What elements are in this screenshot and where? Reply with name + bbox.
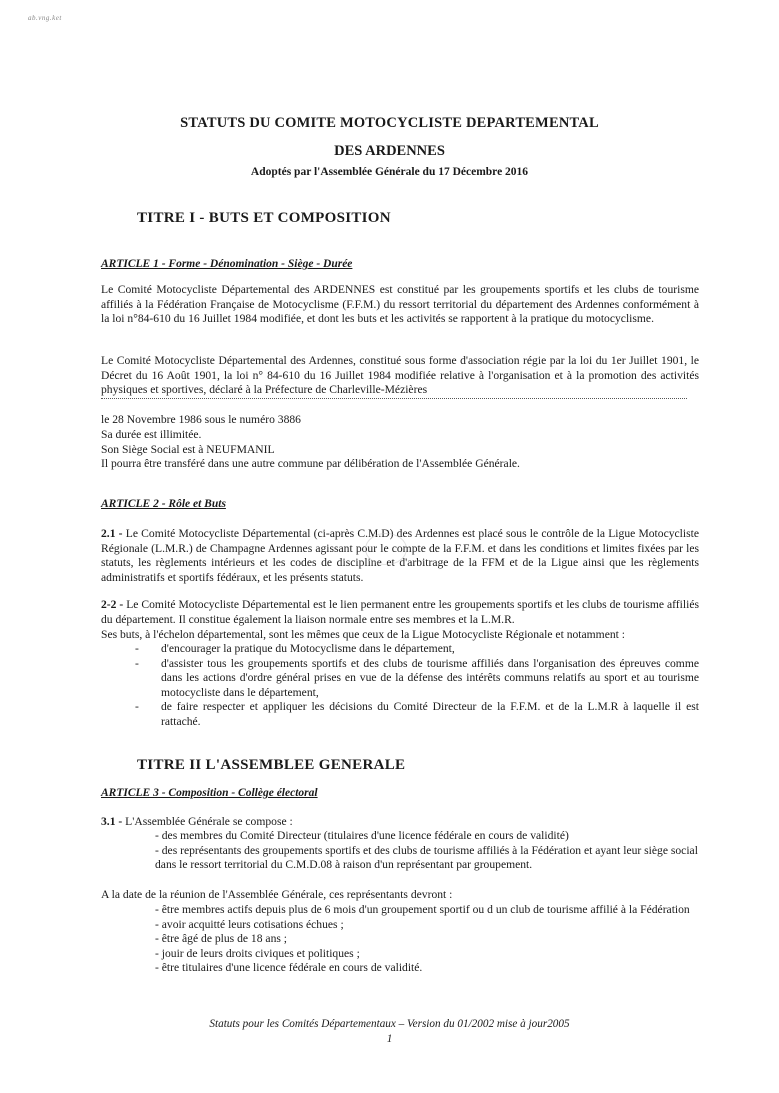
corner-handwritten-mark: ab.vng.ket (28, 14, 62, 22)
article-2-heading: ARTICLE 2 - Rôle et Buts (101, 498, 226, 510)
article-1-heading: ARTICLE 1 - Forme - Dénomination - Siège - Durée (101, 258, 353, 270)
transfer-line: Il pourra être transféré dans une autre commune par délibération de l'Assemblée Générale. (101, 457, 520, 470)
clause-number: 3.1 - (101, 815, 123, 828)
clause-number: 2.1 - (101, 527, 123, 540)
representative-conditions-list (155, 903, 699, 976)
clause-text: L'Assemblée Générale se compose : (125, 815, 293, 828)
clause-text: Le Comité Motocycliste Départemental est le lien permanent entre les groupements sportifs et les clubs de tourisme affiliés du département. Il constitue également la liaison normale entre ses membres et la L.M.R. (101, 598, 699, 626)
list-item: - des membres du Comité Directeur (titulaires d'une licence fédérale en cours de validité) (155, 829, 569, 842)
list-item: - de faire respecter et appliquer les décisions du Comité Directeur de la F.F.M. et de la L.M.R à laquelle il est rattaché. (135, 700, 699, 729)
list-item: - avoir acquitté leurs cotisations échues ; (155, 917, 344, 931)
faint-stamp-icon (365, 533, 407, 565)
document-title: STATUTS DU COMITE MOTOCYCLISTE DEPARTEMENTAL (180, 115, 599, 131)
declaration-date: le 28 Novembre 1986 sous le numéro 3886 (101, 413, 301, 426)
article-3-heading: ARTICLE 3 - Composition - Collège électoral (101, 787, 318, 799)
list-item: - être membres actifs depuis plus de 6 mois d'un groupement sportif ou d un club de tourisme affilié à la Fédération (155, 903, 690, 916)
footer-text: Statuts pour les Comités Départementaux – Version du 01/2002 mise à jour2005 (209, 1018, 570, 1030)
assembly-composition-list (155, 829, 699, 873)
article-1-paragraph-2: Le Comité Motocycliste Départemental des Ardennes, constitué sous forme d'association régie par la loi du 1er Juillet 1901, le Décret du 16 Août 1901, la loi n° 84-610 du 16 Juillet 1984 modifiée relative à l'organisation et à la promotion des activités physiques et sportives, déclaré à la Préfecture de Charleville-Mézières (101, 354, 699, 397)
siege-line: Son Siège Social est à NEUFMANIL (101, 443, 275, 456)
adoption-date: Adoptés par l'Assemblée Générale du 17 Décembre 2016 (250, 166, 529, 178)
list-item: - être âgé de plus de 18 ans ; (155, 932, 287, 946)
article-3-1-paragraph (101, 815, 293, 830)
goals-list (135, 642, 699, 730)
list-item: - jouir de leurs droits civiques et politiques ; (155, 946, 360, 960)
representatives-intro: A la date de la réunion de l'Assemblée Générale, ces représentants devront : (101, 888, 453, 901)
article-1-paragraph-1: Le Comité Motocycliste Départemental des ARDENNES est constitué par les groupements sportifs et les clubs de tourisme affiliés à la Fédération Française de Motocyclisme (F.F.M.) du ressort territorial du département des Ardennes conformément à la loi n°84-610 du 16 Juillet 1984 modifiée, et dont les buts et les activités se rapportent à la pratique du motocyclisme. (101, 283, 699, 326)
clause-text: Le Comité Motocycliste Départemental (ci-après C.M.D) des Ardennes est placé sous le contrôle de la Ligue Motocycliste Régionale (L.M.R.) de Champagne Ardennes agissant pour le compte de la F.F.M. et dans les conditions et limites fixées par les statuts, les règlements intérieurs et les codes de discipline et d'arbitrage de la FFM et de la Ligue ainsi que les règlements administratifs et sportifs fédéraux, et les présents statuts. (101, 527, 699, 584)
titre-1-heading: TITRE I - BUTS ET COMPOSITION (137, 210, 391, 226)
page-number: 1 (386, 1033, 393, 1045)
duration-line: Sa durée est illimitée. (101, 428, 202, 441)
list-item: - être titulaires d'une licence fédérale en cours de validité. (155, 961, 423, 975)
titre-2-heading: TITRE II L'ASSEMBLEE GENERALE (137, 757, 406, 773)
document-title-line2: DES ARDENNES (334, 143, 445, 159)
article-2-2-paragraph (101, 598, 699, 627)
list-item: - des représentants des groupements sportifs et des clubs de tourisme affiliés à la Fédération et ayant leur siège social dans le ressort territorial du C.M.D.08 à raison d'un représentant par groupement. (155, 843, 698, 872)
article-2-2-goals-intro: Ses buts, à l'échelon départemental, sont les mêmes que ceux de la Ligue Motocycliste Régionale et notamment : (101, 628, 625, 641)
clause-number: 2-2 - (101, 598, 124, 611)
list-item: - d'encourager la pratique du Motocyclisme dans le département, (135, 642, 699, 657)
list-item: - d'assister tous les groupements sportifs et des clubs de tourisme affiliés dans l'organisation des épreuves comme dans les actions d'ordre général prises en vue de la défense des intérêts communs relatifs au sport et au tourisme motocycliste dans le département, (135, 657, 699, 701)
dotted-fill-line (101, 398, 687, 400)
